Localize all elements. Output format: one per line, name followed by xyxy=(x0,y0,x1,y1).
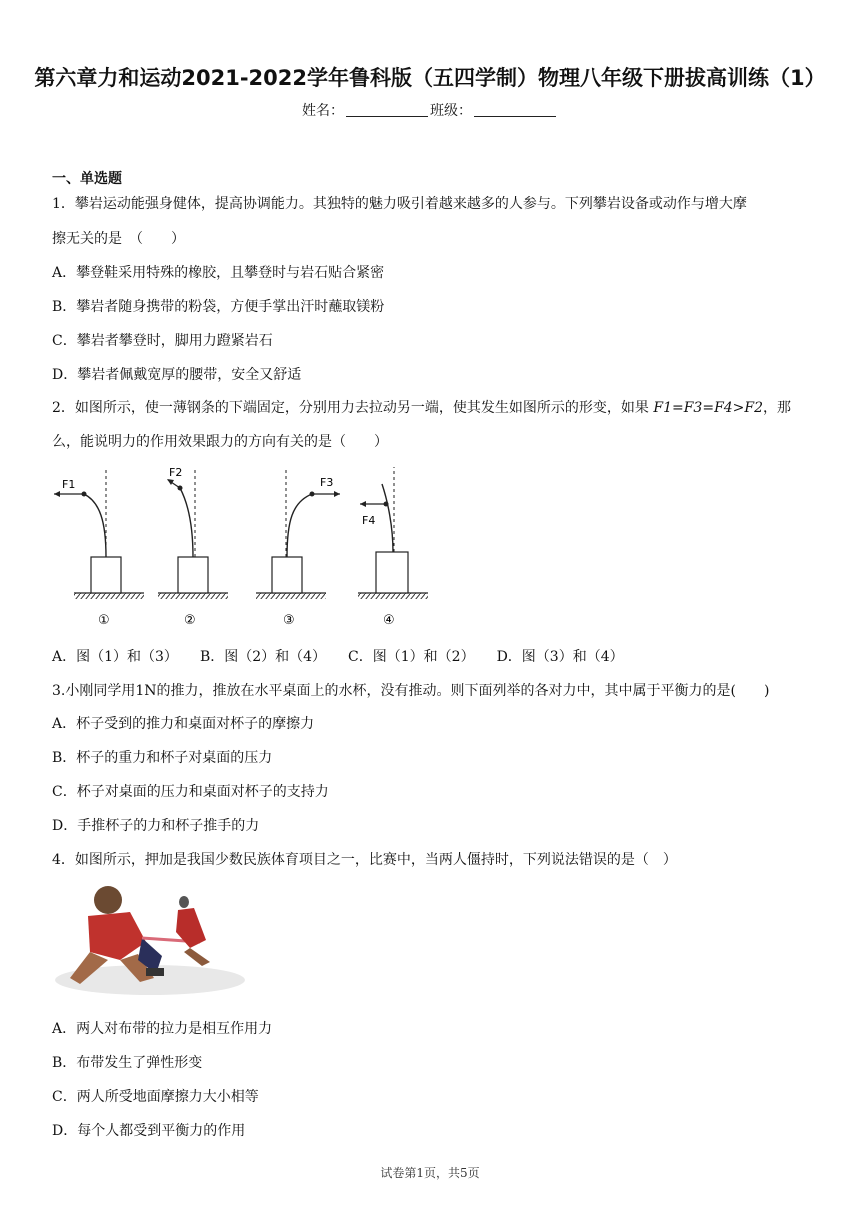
q1-stem-line2: 擦无关的是 （ ） xyxy=(52,231,185,247)
q2-option-b[interactable]: B．图（2）和（4） xyxy=(199,649,327,665)
figure-label-f2: F2 xyxy=(169,466,183,479)
figure-label-f4: F4 xyxy=(362,514,376,527)
class-label: 班级： xyxy=(430,103,472,119)
section-title: 一、单选题 xyxy=(52,171,122,187)
q2-option-c[interactable]: C．图（1）和（2） xyxy=(348,649,475,665)
figure-number-1: ① xyxy=(98,613,110,628)
figure-4 xyxy=(358,467,428,628)
q1-option-c[interactable]: C．攀岩者攀登时，脚用力蹬紧岩石 xyxy=(52,333,273,349)
q2-option-a[interactable]: A．图（1）和（3） xyxy=(52,649,178,665)
q3-option-c[interactable]: C．杯子对桌面的压力和桌面对杯子的支持力 xyxy=(52,784,329,800)
q4-stem: 4．如图所示，押加是我国少数民族体育项目之一，比赛中，当两人僵持时，下列说法错误的是（ ） xyxy=(52,852,677,868)
q2-options-row xyxy=(52,646,646,666)
page-footer: 试卷第1页，共5页 xyxy=(380,1166,480,1180)
q4-option-b[interactable]: B．布带发生了弹性形变 xyxy=(52,1055,203,1071)
q3-option-d[interactable]: D．手推杯子的力和杯子推手的力 xyxy=(52,818,260,834)
q2-stem-line1 xyxy=(52,397,791,417)
figure-label-f3: F3 xyxy=(320,476,334,489)
figure-number-3: ③ xyxy=(283,613,295,628)
q4-photo-tug-of-war xyxy=(50,880,250,998)
figure-1 xyxy=(54,467,144,628)
figure-3 xyxy=(256,467,340,628)
figure-2 xyxy=(158,466,228,628)
q4-option-d[interactable]: D．每个人都受到平衡力的作用 xyxy=(52,1123,246,1139)
q1-stem-line1: 1．攀岩运动能强身健体，提高协调能力。其独特的魅力吸引着越来越多的人参与。下列攀岩设备或动作与增大摩 xyxy=(52,196,747,212)
name-label: 姓名： xyxy=(302,103,344,119)
figure-number-4: ④ xyxy=(383,613,395,628)
q2-stem-part1: 2．如图所示，使一薄钢条的下端固定，分别用力去拉动另一端，使其发生如图所示的形变，如果 xyxy=(52,400,654,416)
class-blank[interactable] xyxy=(474,102,556,117)
q2-figure-bending-strips xyxy=(50,462,450,637)
name-class-line xyxy=(0,100,860,120)
page-title: 第六章力和运动2021-2022学年鲁科版（五四学制）物理八年级下册拔高训练（1） xyxy=(34,66,826,90)
q2-stem-line2: 么，能说明力的作用效果跟力的方向有关的是（ ） xyxy=(52,434,388,450)
q2-option-d[interactable]: D．图（3）和（4） xyxy=(496,649,624,665)
q2-stem-formula: F1=F3=F4>F2 xyxy=(653,400,764,416)
q4-option-a[interactable]: A．两人对布带的拉力是相互作用力 xyxy=(52,1021,273,1037)
q1-option-d[interactable]: D．攀岩者佩戴宽厚的腰带，安全又舒适 xyxy=(52,367,302,383)
q1-option-a[interactable]: A．攀登鞋采用特殊的橡胶，且攀登时与岩石贴合紧密 xyxy=(52,265,385,281)
figure-label-f1: F1 xyxy=(62,478,76,491)
q1-option-b[interactable]: B．攀岩者随身携带的粉袋，方便手掌出汗时蘸取镁粉 xyxy=(52,299,385,315)
q2-stem-part2: ，那 xyxy=(763,400,792,416)
name-blank[interactable] xyxy=(346,102,428,117)
q3-option-a[interactable]: A．杯子受到的推力和桌面对杯子的摩擦力 xyxy=(52,716,315,732)
figure-number-2: ② xyxy=(184,613,196,628)
q3-stem: 3.小刚同学用1N的推力，推放在水平桌面上的水杯，没有推动。则下面列举的各对力中，其中属于平衡力的是( ) xyxy=(52,683,770,699)
q3-option-b[interactable]: B．杯子的重力和杯子对桌面的压力 xyxy=(52,750,273,766)
q4-option-c[interactable]: C．两人所受地面摩擦力大小相等 xyxy=(52,1089,259,1105)
